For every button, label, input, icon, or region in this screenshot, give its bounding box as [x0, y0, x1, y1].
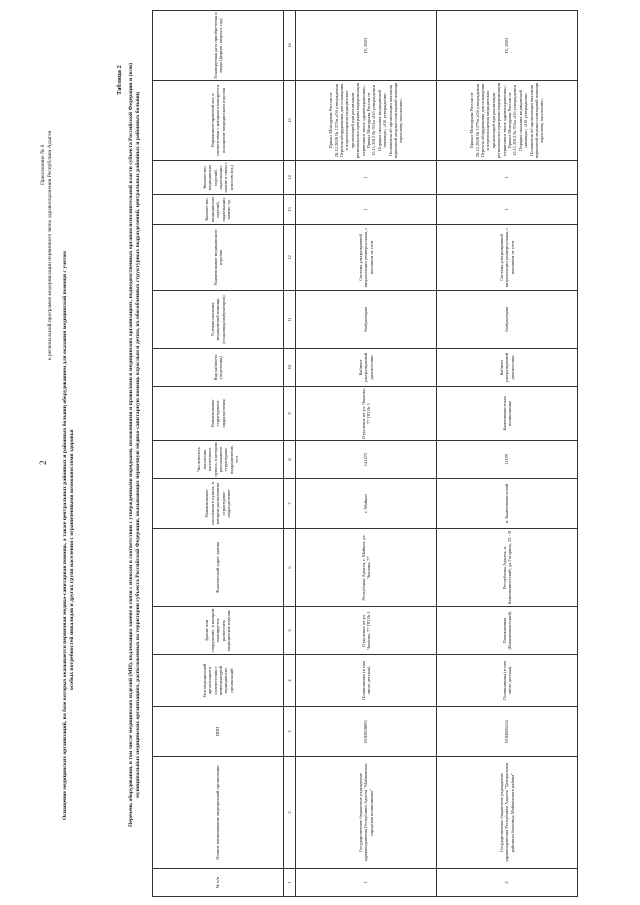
column-header: Количество медицинских изделий, подлежащих замене, ед.: [153, 195, 284, 225]
quantity-cell: 1: [437, 195, 578, 225]
column-index: 16: [284, 11, 296, 81]
locality-cell: п. Каменномостский: [437, 479, 578, 529]
address-cell: Республика Адыгея, п. Каменномостский, ул Гагарина, 32 - В: [437, 529, 578, 607]
building-cell: Поликлиника (Каменномостский): [437, 607, 578, 655]
column-index: 14: [284, 161, 296, 195]
building-cell: Отделение по ул. Чкалова, 77 ПП № 1: [296, 607, 437, 655]
column-index: 9: [284, 387, 296, 441]
header-row: [153, 11, 284, 897]
quantity-wear-cell: 1: [437, 161, 578, 195]
cabinet-cell: Кабинет ультразвуковой диагностики: [437, 349, 578, 387]
column-index: 6: [284, 529, 296, 607]
quantity-wear-cell: 1: [296, 161, 437, 195]
column-header: Условия оказания медицинской помощи (стационар/амбулаторно): [153, 291, 284, 349]
column-index: 12: [284, 225, 296, 291]
column-header: Наименование структурного подразделения: [153, 387, 284, 441]
date-cell: IV, 2023: [437, 11, 578, 81]
row-number: 2: [437, 869, 578, 897]
column-header: Тип медицинской организации в соответствии с номенклатурой медицинских организаций: [153, 655, 284, 707]
column-index: 15: [284, 81, 296, 161]
column-header: Фактический адрес здания: [153, 529, 284, 607]
column-index: 4: [284, 655, 296, 707]
column-index: 7: [284, 479, 296, 529]
appendix-subtitle: к региональной программе модернизации первичного звена здравоохранения Республики Адыгея: [47, 130, 53, 360]
table-row: [296, 11, 437, 897]
caption-line-1: Оснащение медицинских организаций, на базе которых оказывается первичная медико-санитарная помощь, а также центральных районных и районных больниц оборудованием для оказания медицинской помощи с учетом: [62, 251, 68, 820]
org-type-cell: Поликлиника (в том числе детская): [296, 655, 437, 707]
page-number: 2: [38, 460, 48, 465]
column-header: Вид кабинета (отделения): [153, 349, 284, 387]
column-header: Наименование населенного пункта, в котором расположено структурное подразделение: [153, 479, 284, 529]
column-header: Планируемая дата приобретения и ввода (формат: квартал, год): [153, 11, 284, 81]
organization-name: Государственное бюджетное учреждение здравоохранения Республики Адыгея "Майкопская городская поликлиника": [296, 757, 437, 869]
column-header: Полное наименование медицинской организации: [153, 757, 284, 869]
organization-name: Государственное бюджетное учреждение здравоохранения Республики Адыгея "Центральная районная больница Майкопского района": [437, 757, 578, 869]
column-index: 11: [284, 291, 296, 349]
column-header: ИНН: [153, 707, 284, 757]
table-row: [437, 11, 578, 897]
cabinet-cell: Кабинет ультразвуковой диагностики: [296, 349, 437, 387]
column-index: 5: [284, 607, 296, 655]
column-header: Количество медицинских изделий, подлежащих замене в связи с износом (ед.): [153, 161, 284, 195]
device-cell: Система ультразвуковой визуализации универсальная, с питанием от сети: [296, 225, 437, 291]
column-index: 3: [284, 707, 296, 757]
inn-cell: 0104005554: [437, 707, 578, 757]
population-cell: 11199: [437, 441, 578, 479]
column-header: Здание или сооружение, в котором планируется разместить медицинское изделие: [153, 607, 284, 655]
caption-line-2: особых потребностей инвалидов и других групп населения с ограниченными возможностями здоровья: [69, 429, 75, 690]
column-index: 8: [284, 441, 296, 479]
table-label: Таблица 2: [116, 65, 123, 95]
quantity-cell: 1: [296, 195, 437, 225]
legal-act-cell: Приказ Минздрава России от 28.12.2020 № 1379н «Об утверждении Перечня оборудования для оснащения и переоснащения медицинских организаций при реализации региональных программ модернизации первичного звена здравоохранения»; Приказ Минздрава России от 15.11.2012 № 915н «Об утверждении Порядка оказания медицинской помощи»; «Об утверждении Положения об организации оказания первичной медико-санитарной помощи взрослому населению»: [437, 81, 578, 161]
device-cell: Система ультразвуковой визуализации универсальная, с питанием от сети: [437, 225, 578, 291]
column-header: Численность населения населенного пункта, в котором расположено структурное подразделение, чел: [153, 441, 284, 479]
column-index: 10: [284, 349, 296, 387]
conditions-cell: Амбулаторно: [437, 291, 578, 349]
column-index: 13: [284, 195, 296, 225]
inn-cell: 0105020895: [296, 707, 437, 757]
column-index-row: [284, 11, 296, 897]
table-heading: Перечень оборудования, в том числе медицинских изделий (МИ), подлежащих замене в связи с износом в соответствии с утвержденными порядками, положениями и правилами в медицинских организациях, подведомственных органам исполнительной власти субъекта Российской Федерации и (или) муниципальных медицинских организациях, расположенных на территории субъекта Российской Федерации, оказывающих первичную медико-санитарную помощь взрослым и детям, их обособленных структурных подразделений, центральных районных и районных больниц: [128, 63, 141, 827]
org-type-cell: Поликлиника (в том числе детская): [437, 655, 578, 707]
equipment-table: [152, 10, 578, 897]
address-cell: Республика Адыгея, г. Майкоп, ул. Чкалова, 77: [296, 529, 437, 607]
date-cell: IV, 2023: [296, 11, 437, 81]
column-index: 2: [284, 757, 296, 869]
conditions-cell: Амбулаторно: [296, 291, 437, 349]
population-cell: 141475: [296, 441, 437, 479]
column-index: 1: [284, 869, 296, 897]
column-header: Нормативно-правовой акт, в соответствии с которым планируется оснащение медицинского изделия: [153, 81, 284, 161]
locality-cell: г. Майкоп: [296, 479, 437, 529]
row-number: 1: [296, 869, 437, 897]
legal-act-cell: Приказ Минздрава России от 28.12.2020 № 1379н «Об утверждении Перечня оборудования для оснащения и переоснащения медицинских организаций при реализации региональных программ модернизации первичного звена здравоохранения»; Приказ Минздрава России от 15.11.2012 № 915н «Об утверждении Порядка оказания медицинской помощи»; «Об утверждении Положения об организации оказания первичной медико-санитарной помощи взрослому населению»: [296, 81, 437, 161]
document-caption: [62, 45, 76, 820]
division-cell: Отделение по ул. Чкалова, 77 ПП № 1: [296, 387, 437, 441]
appendix-title: Приложение № 8: [40, 144, 46, 185]
division-cell: Каменномостская поликлиника: [437, 387, 578, 441]
column-header: № п/п: [153, 869, 284, 897]
column-header: Наименование медицинского изделия: [153, 225, 284, 291]
